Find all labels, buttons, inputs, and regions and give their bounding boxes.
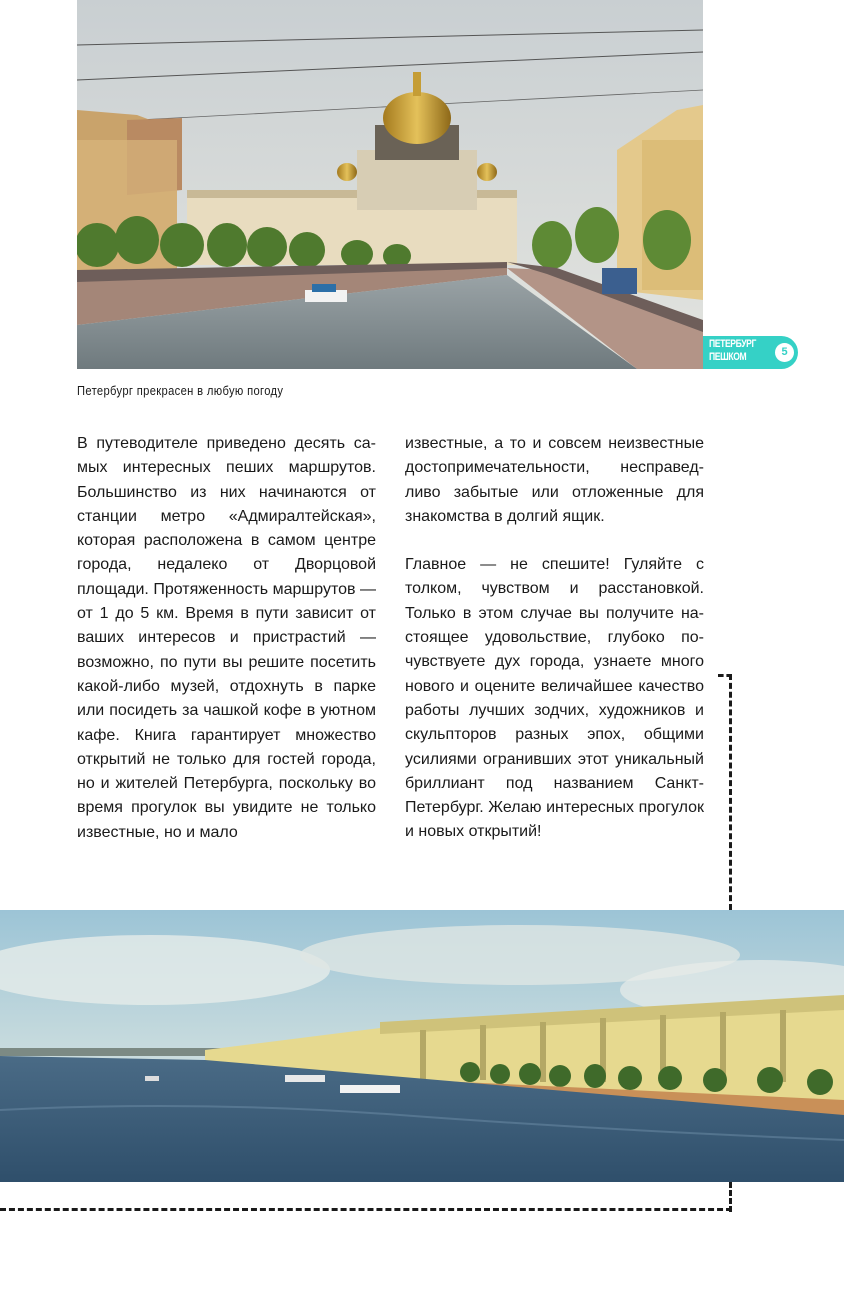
paragraph-intro: В путеводителе приведено десять самых интересных пеших маршрутов. Большинство из них начинаются от станции метро «Адмиралтейская», которая расположена в самом центре города, недалеко от Дворцовой площади. Протяженность маршрутов — от 1 до 5 км. Время в пути зависит от ваших интересов и пристрастий — возможно, по пути вы решите посетить какой-либо музей, отдохнуть в парке или посидеть за чашкой кофе в уютном кафе. Книга гарантирует множество открытий не только для гостей города, но и жителей Петербурга, поскольку во время прогулок вы увидите не только известные, но и мало: [77, 435, 376, 841]
series-badge: [703, 336, 798, 369]
bottom-photo: [0, 910, 844, 1182]
dashed-line-right-upper: [729, 674, 732, 910]
paragraph-continuation: известные, а то и совсем неизвестные достопримечательности, несправедливо забытые или отложенные для знакомства в долгий ящик.: [405, 435, 704, 525]
series-logo-line2: ПЕШКОМ: [709, 351, 747, 363]
photo-caption: Петербург прекрасен в любую погоду: [77, 383, 284, 398]
dashed-line-bottom: [0, 1208, 732, 1211]
text-column-left: [77, 432, 376, 845]
paragraph-advice: Главное — не спешите! Гуляйте с толком, чувством и расстановкой. Только в этом случае вы получите настоящее удовольствие, глубоко почувствуете дух города, узнаете много нового и оцените величайшее качество работы лучших зодчих, художников и скульпторов разных эпох, общими усилиями огранивших этот уникальный бриллиант под названием Санкт-Петербург. Желаю интересных прогулок и новых открытий!: [405, 556, 704, 841]
series-logo-line1: ПЕТЕРБУРГ: [709, 338, 756, 350]
page-number: 5: [775, 343, 794, 362]
text-column-right: [405, 432, 704, 845]
top-photo: [77, 0, 703, 369]
series-logo: [709, 338, 757, 367]
